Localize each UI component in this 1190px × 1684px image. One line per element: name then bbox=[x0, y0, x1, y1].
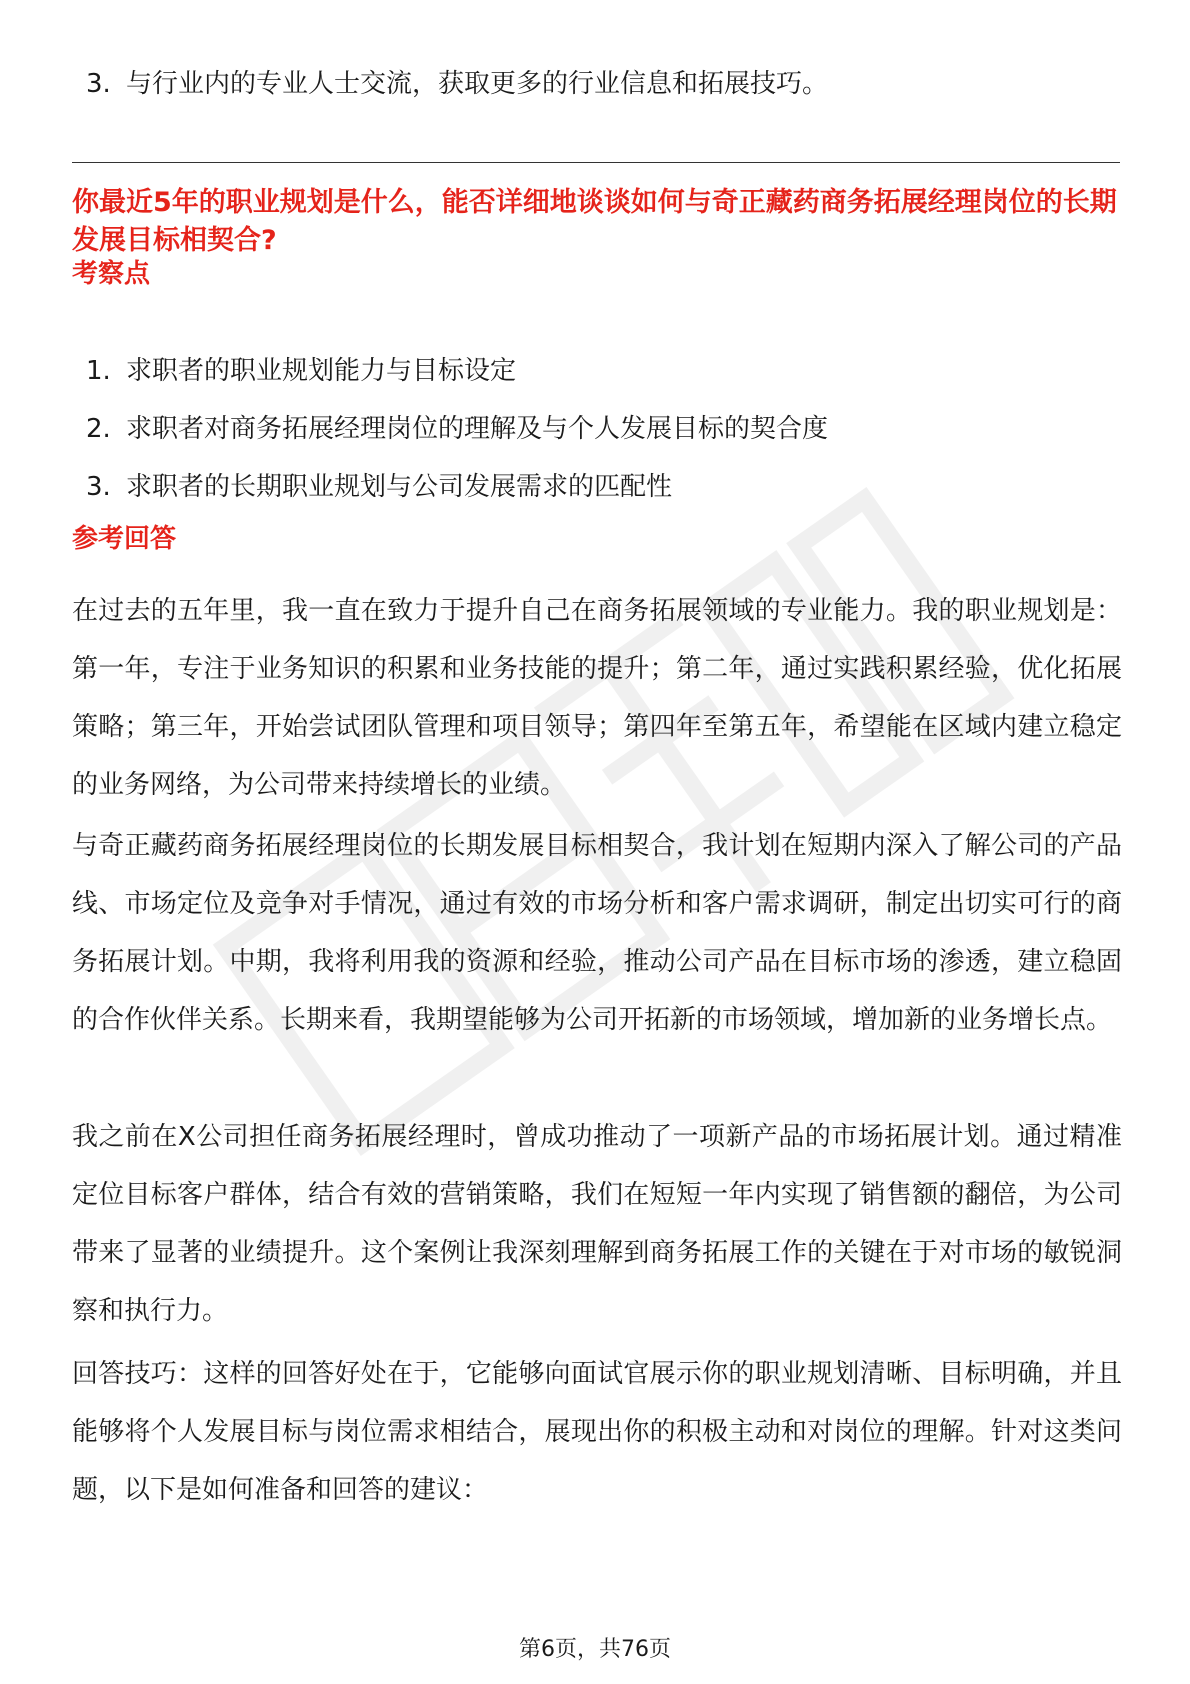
list-item-number: 1. bbox=[86, 356, 111, 386]
section-divider bbox=[72, 162, 1120, 163]
answer-tips-paragraph: 回答技巧：这样的回答好处在于，它能够向面试官展示你的职业规划清晰、目标明确，并且能够将个人发展目标与岗位需求相结合，展现出你的积极主动和对岗位的理解。针对这类问题，以下是如何准备和回答的建议： bbox=[72, 1359, 1122, 1505]
list-item-text: 求职者的职业规划能力与目标设定 bbox=[126, 356, 517, 386]
answer-paragraph: 与奇正藏药商务拓展经理岗位的长期发展目标相契合，我计划在短期内深入了解公司的产品线、市场定位及竞争对手情况，通过有效的市场分析和客户需求调研，制定出切实可行的商务拓展计划。中期，我将利用我的资源和经验，推动公司产品在目标市场的渗透，建立稳固的合作伙伴关系。长期来看，我期望能够为公司开拓新的市场领域，增加新的业务增长点。 bbox=[72, 831, 1122, 1035]
list-item-number: 3. bbox=[86, 69, 111, 99]
list-item-text: 求职者的长期职业规划与公司发展需求的匹配性 bbox=[126, 472, 673, 502]
answer-paragraph: 我之前在X公司担任商务拓展经理时，曾成功推动了一项新产品的市场拓展计划。通过精准定位目标客户群体，结合有效的营销策略，我们在短短一年内实现了销售额的翻倍，为公司带来了显著的业绩提升。这个案例让我深刻理解到商务拓展工作的关键在于对市场的敏锐洞察和执行力。 bbox=[72, 1122, 1122, 1326]
answer-paragraph: 在过去的五年里，我一直在致力于提升自己在商务拓展领域的专业能力。我的职业规划是：第一年，专注于业务知识的积累和业务技能的提升；第二年，通过实践积累经验，优化拓展策略；第三年，开始尝试团队管理和项目领导；第四年至第五年，希望能在区域内建立稳定的业务网络，为公司带来持续增长的业绩。 bbox=[72, 596, 1122, 800]
list-item-number: 2. bbox=[86, 414, 111, 444]
list-item-text: 求职者对商务拓展经理岗位的理解及与个人发展目标的契合度 bbox=[126, 414, 829, 444]
list-item-text: 与行业内的专业人士交流，获取更多的行业信息和拓展技巧。 bbox=[126, 69, 829, 99]
answer-section-title: 参考回答 bbox=[72, 524, 177, 554]
list-item bbox=[86, 352, 828, 410]
focus-section-title: 考察点 bbox=[72, 259, 151, 289]
list-item-number: 3. bbox=[86, 472, 111, 502]
focus-list bbox=[86, 352, 828, 526]
list-item bbox=[86, 64, 828, 104]
question-heading: 你最近5年的职业规划是什么，能否详细地谈谈如何与奇正藏药商务拓展经理岗位的长期发展目标相契合? bbox=[72, 187, 1117, 256]
page-number-footer: 第6页，共76页 bbox=[519, 1637, 671, 1662]
list-item bbox=[86, 468, 828, 526]
list-item bbox=[86, 410, 828, 468]
